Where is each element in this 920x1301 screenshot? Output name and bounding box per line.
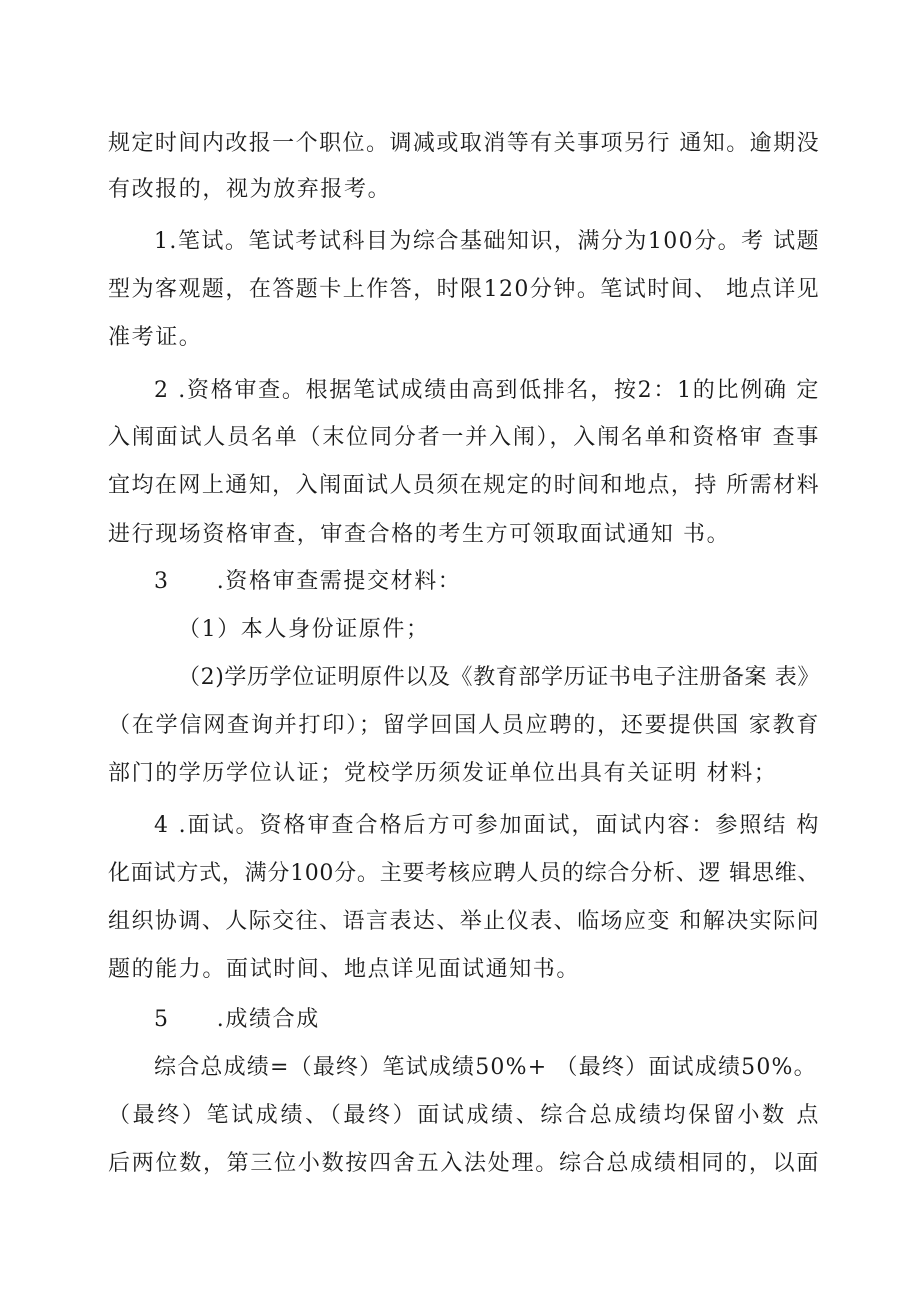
text-line: 化面试方式，满分100分。主要考核应聘人员的综合分析、逻 辑思维、 (108, 861, 820, 886)
text-line: （在学信网查询并打印）；留学回国人员应聘的，还要提供国 家教育 (108, 713, 820, 738)
text-line: 1.笔试。笔试考试科目为综合基础知识，满分为100分。考 试题 (154, 229, 820, 254)
text-line: 进行现场资格审查，审查合格的考生方可领取面试通知 书。 (108, 522, 731, 547)
text-line: （最终）笔试成绩、（最终）面试成绩、综合总成绩均保留小数 点 (108, 1103, 820, 1128)
text-line: （2)学历学位证明原件以及《教育部学历证书电子注册备案 表》 (178, 665, 820, 690)
text-line: 准考证。 (108, 325, 203, 350)
text-line: 5 .成绩合成 (154, 1007, 320, 1032)
text-line: 2 .资格审查。根据笔试成绩由高到低排名，按2：1的比例确 定 (154, 378, 820, 403)
text-line: 3 .资格审查需提交材料： (154, 569, 462, 594)
text-line: 规定时间内改报一个职位。调减或取消等有关事项另行 通知。逾期没 (108, 131, 820, 156)
text-line: 有改报的，视为放弃报考。 (108, 177, 392, 202)
text-line: 组织协调、人际交往、语言表达、举止仪表、临场应变 和解决实际问 (108, 909, 820, 934)
text-line: （1）本人身份证原件； (178, 617, 430, 642)
text-line: 综合总成绩=（最终）笔试成绩50%+ （最终）面试成绩50%。 (154, 1055, 817, 1080)
text-line: 4 .面试。资格审查合格后方可参加面试，面试内容：参照结 构 (154, 813, 820, 838)
text-line: 后两位数，第三位小数按四舍五入法处理。综合总成绩相同的，以面 (108, 1151, 820, 1176)
text-line: 入闱面试人员名单（末位同分者一并入闱），入闱名单和资格审 查事 (108, 425, 820, 450)
text-line: 部门的学历学位认证；党校学历须发证单位出具有关证明 材料； (108, 761, 778, 786)
text-line: 题的能力。面试时间、地点详见面试通知书。 (108, 957, 581, 982)
text-line: 宜均在网上通知，入闱面试人员须在规定的时间和地点，持 所需材料 (108, 473, 820, 498)
text-line: 型为客观题，在答题卡上作答，时限120分钟。笔试时间、 地点详见 (108, 277, 820, 302)
